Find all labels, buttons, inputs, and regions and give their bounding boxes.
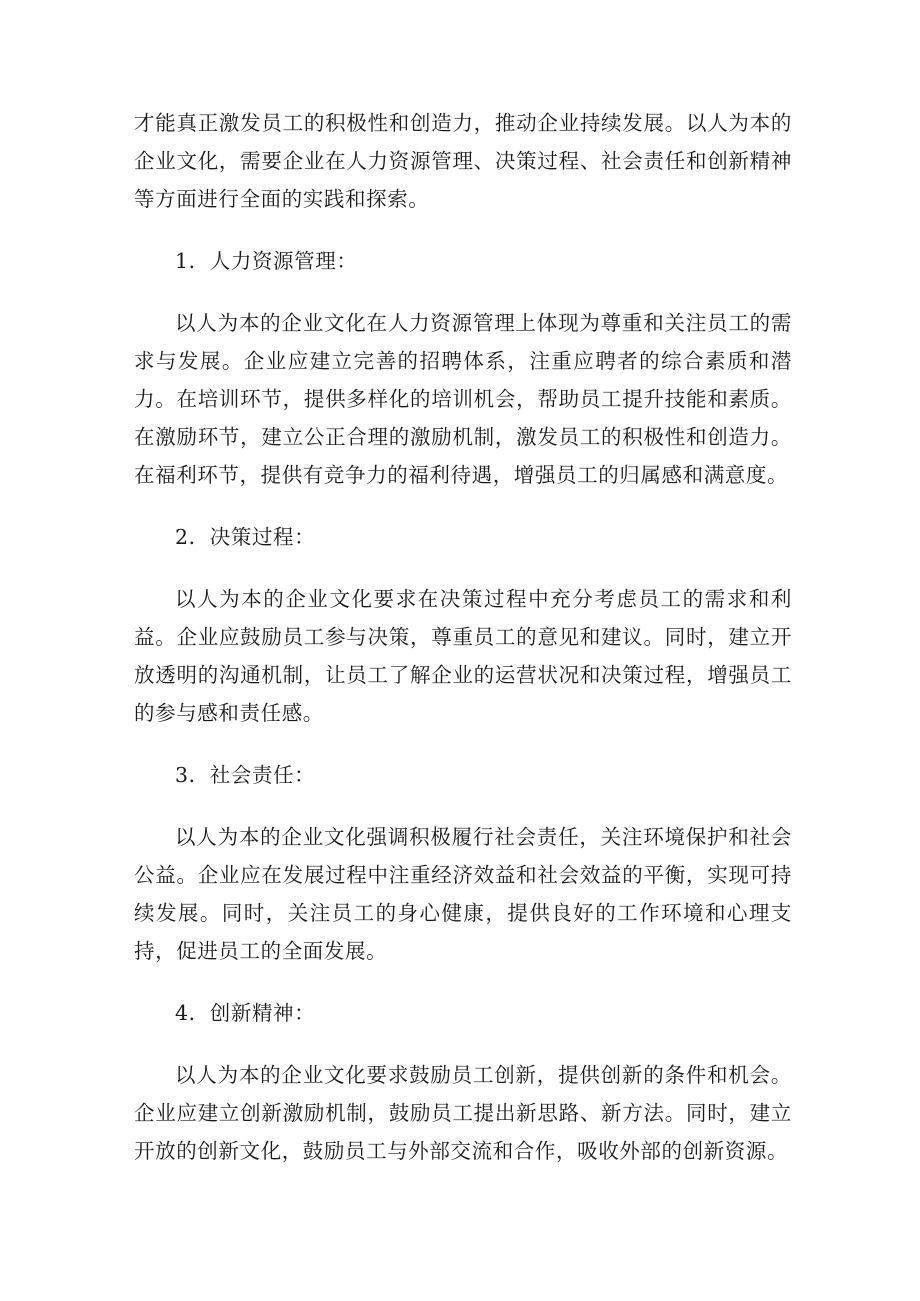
spacer bbox=[134, 732, 792, 756]
section-body-social: 以人为本的企业文化强调积极履行社会责任，关注环境保护和社会公益。企业应在发展过程中注重经济效益和社会效益的平衡，实现可持续发展。同时，关注员工的身心健康，提供良好的工作环境和心理支持，促进员工的全面发展。 bbox=[134, 825, 792, 963]
section-body-decision: 以人为本的企业文化要求在决策过程中充分考虑员工的需求和利益。企业应鼓励员工参与决策，尊重员工的意见和建议。同时，建立开放透明的沟通机制，让员工了解企业的运营状况和决策过程，增强员工的参与感和责任感。 bbox=[134, 587, 792, 725]
spacer bbox=[134, 218, 792, 242]
spacer bbox=[134, 1032, 792, 1056]
spacer bbox=[134, 794, 792, 818]
section-body-hr: 以人为本的企业文化在人力资源管理上体现为尊重和关注员工的需求与发展。企业应建立完善的招聘体系，注重应聘者的综合素质和潜力。在培训环节，提供多样化的培训机会，帮助员工提升技能和素质。在激励环节，建立公正合理的激励机制，激发员工的积极性和创造力。在福利环节，提供有竞争力的福利待遇，增强员工的归属感和满意度。 bbox=[134, 311, 792, 487]
section-body-innovation: 以人为本的企业文化要求鼓励员工创新，提供创新的条件和机会。企业应建立创新激励机制，鼓励员工提出新思路、新方法。同时，建立开放的创新文化，鼓励员工与外部交流和合作，吸收外部的创新资源。 bbox=[134, 1063, 792, 1163]
spacer bbox=[134, 494, 792, 518]
section-heading-hr: 1．人力资源管理： bbox=[175, 249, 358, 273]
section-heading-social: 3．社会责任： bbox=[175, 763, 316, 787]
spacer bbox=[134, 556, 792, 580]
section-heading-decision: 2．决策过程： bbox=[175, 525, 316, 549]
intro-paragraph: 才能真正激发员工的积极性和创造力，推动企业持续发展。以人为本的企业文化，需要企业在人力资源管理、决策过程、社会责任和创新精神等方面进行全面的实践和探索。 bbox=[134, 111, 792, 211]
section-heading-innovation: 4．创新精神： bbox=[175, 1001, 316, 1025]
spacer bbox=[134, 280, 792, 304]
spacer bbox=[134, 970, 792, 994]
